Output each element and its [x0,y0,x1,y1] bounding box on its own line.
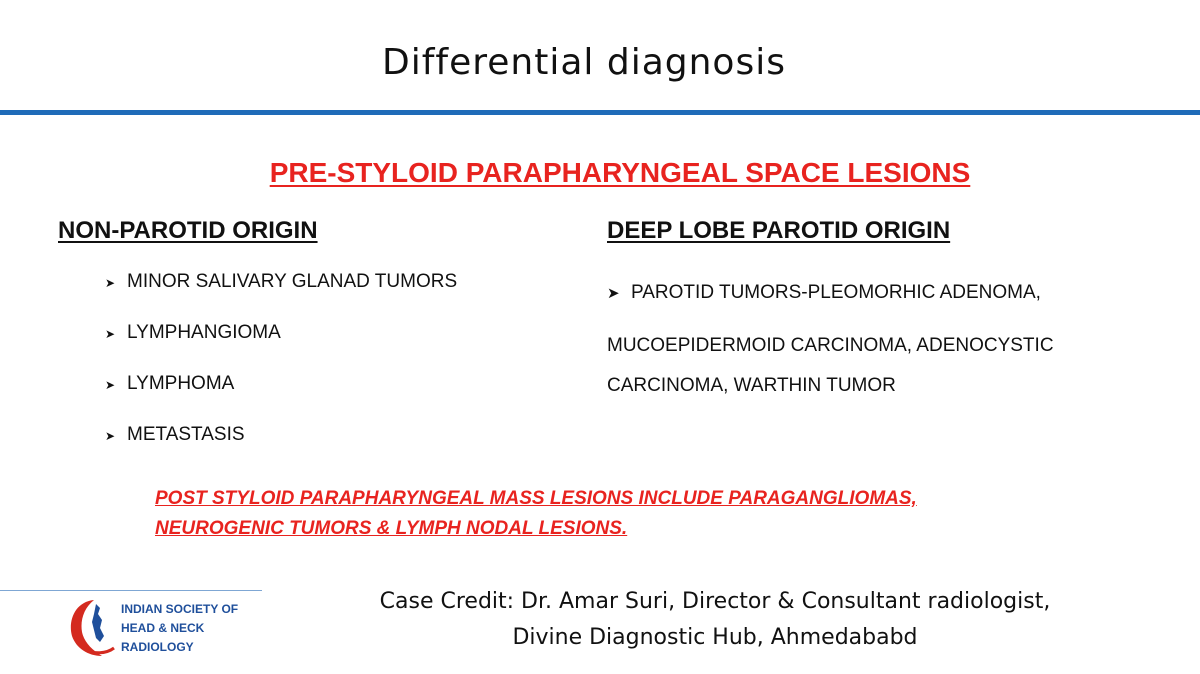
case-credit-line: Divine Diagnostic Hub, Ahmedababd [512,625,918,650]
society-emblem-icon [64,592,120,662]
list-item [607,280,1167,306]
title-divider [0,110,1200,115]
case-credit-line: Case Credit: Dr. Amar Suri, Director & Consultant radiologist, [379,589,1051,614]
parotid-tumors-line: PAROTID TUMORS-PLEOMORHIC ADENOMA, [631,282,1041,303]
arrow-bullet-icon: ➤ [105,276,116,290]
society-name-line: INDIAN SOCIETY OF [121,602,239,616]
post-styloid-note [155,484,1055,544]
slide-title: Differential diagnosis [382,42,786,83]
logo-divider [0,590,262,591]
non-parotid-list [105,271,457,475]
parotid-tumors-continuation: MUCOEPIDERMOID CARCINOMA, ADENOCYSTIC [607,335,1054,356]
deep-lobe-parotid-content [607,280,1167,401]
post-styloid-note-line: NEUROGENIC TUMORS & LYMPH NODAL LESIONS. [155,518,628,539]
list-item-label: MINOR SALIVARY GLANAD TUMORS [127,271,458,292]
list-item [105,322,457,373]
arrow-bullet-icon: ➤ [607,285,620,302]
list-item [105,271,457,322]
post-styloid-note-line: POST STYLOID PARAPHARYNGEAL MASS LESIONS INCLUDE PARAGANGLIOMAS, [155,488,917,509]
arrow-bullet-icon: ➤ [105,327,116,341]
arrow-bullet-icon: ➤ [105,378,116,392]
society-logo [0,588,262,668]
society-name-line: RADIOLOGY [121,640,194,654]
section-heading: PRE-STYLOID PARAPHARYNGEAL SPACE LESIONS [269,157,971,188]
case-credit [330,584,1100,656]
society-name-line: HEAD & NECK [121,621,205,635]
society-name [121,600,238,657]
list-item-label: LYMPHANGIOMA [127,322,281,343]
arrow-bullet-icon: ➤ [105,429,116,443]
non-parotid-heading: NON-PAROTID ORIGIN [58,217,318,244]
parotid-tumors-continuation: CARCINOMA, WARTHIN TUMOR [607,375,896,396]
list-item-label: METASTASIS [127,424,245,445]
list-item [105,373,457,424]
list-item [105,424,457,475]
list-item-label: LYMPHOMA [127,373,235,394]
deep-lobe-parotid-heading: DEEP LOBE PAROTID ORIGIN [607,217,951,244]
